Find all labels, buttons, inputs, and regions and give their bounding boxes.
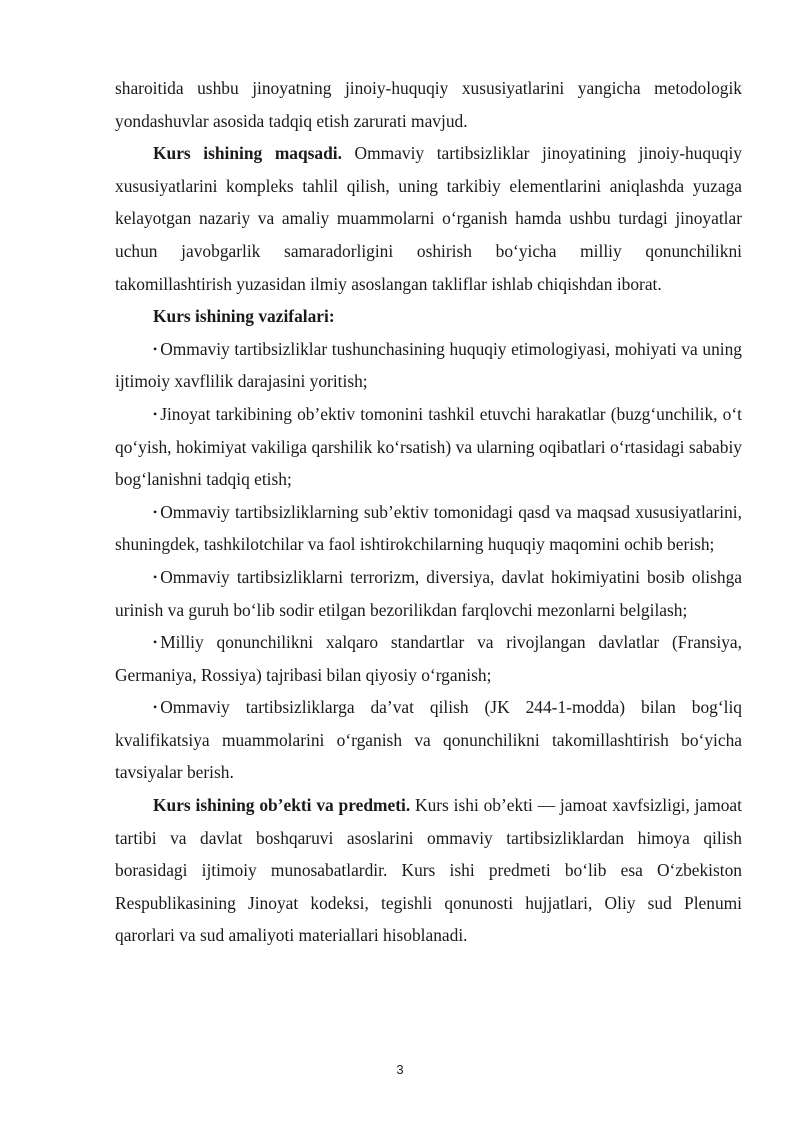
object-text: Kurs ishi ob’ekti — jamoat xavfsizligi, jamoat tartibi va davlat boshqaruvi asoslarini ommaviy tartibsizliklardan himoya qilish borasidagi ijtimoiy munosabatlardir. Kurs ishi predmeti bo‘lib esa O‘zbekiston Respublikasining Jinoyat kodeksi, tegishli qonunosti hujjatlari, Oliy sud Plenumi qarorlari va sud amaliyoti materiallari hisoblanadi. bbox=[115, 795, 742, 946]
goal-text: Ommaviy tartibsizliklar jinoyatining jinoiy-huquqiy xususiyatlarini kompleks tahlil qilish, uning tarkibiy elementlarini aniqlashda yuzaga kelayotgan nazariy va amaliy muammolarni o‘rganish hamda ushbu turdagi jinoyatlar uchun javobgarlik samaradorligini oshirish bo‘yicha milliy qonunchilikni takomillashtirish yuzasidan ilmiy asoslangan takliflar ishlab chiqishdan iborat. bbox=[115, 143, 742, 294]
bullet-icon: • bbox=[153, 504, 158, 519]
object-heading: Kurs ishining ob’ekti va predmeti. bbox=[153, 795, 411, 816]
task-item bbox=[115, 561, 742, 626]
task-item-text: Jinoyat tarkibining ob’ektiv tomonini tashkil etuvchi harakatlar (buzg‘unchilik, o‘t qo‘yish, hokimiyat vakiliga qarshilik ko‘rsatish) va ularning oqibatlari o‘rtasidagi sababiy bog‘lanishni tadqiq etish; bbox=[115, 403, 742, 490]
goal-paragraph bbox=[115, 137, 742, 300]
object-paragraph bbox=[115, 789, 742, 952]
task-item-text: Ommaviy tartibsizliklar tushunchasining huquqiy etimologiyasi, mohiyati va uning ijtimoiy xavflilik darajasini yoritish; bbox=[115, 338, 742, 392]
task-item-text: Ommaviy tartibsizliklarni terrorizm, diversiya, davlat hokimiyatini bosib olishga urinish va guruh bo‘lib sodir etilgan bezorilikdan farqlovchi mezonlarni belgilash; bbox=[115, 566, 742, 620]
tasks-heading: Kurs ishining vazifalari: bbox=[153, 306, 335, 327]
bullet-icon: • bbox=[153, 406, 158, 421]
bullet-icon: • bbox=[153, 569, 158, 584]
task-item bbox=[115, 626, 742, 691]
task-item bbox=[115, 691, 742, 789]
bullet-icon: • bbox=[153, 700, 158, 715]
document-page bbox=[115, 72, 742, 952]
task-item-text: Ommaviy tartibsizliklarning sub’ektiv tomonidagi qasd va maqsad xususiyatlarini, shuningdek, tashkilotchilar va faol ishtirokchilarning huquqiy maqomini ochib berish; bbox=[115, 501, 742, 555]
task-item-text: Milliy qonunchilikni xalqaro standartlar va rivojlangan davlatlar (Fransiya, Germaniya, Rossiya) tajribasi bilan qiyosiy o‘rganish; bbox=[115, 632, 742, 685]
task-item bbox=[115, 333, 742, 398]
page-number: 3 bbox=[396, 1062, 404, 1077]
intro-paragraph: sharoitida ushbu jinoyatning jinoiy-huquqiy xususiyatlarini yangicha metodologik yondashuvlar asosida tadqiq etish zarurati mavjud. bbox=[115, 78, 742, 131]
task-item bbox=[115, 496, 742, 561]
goal-heading: Kurs ishining maqsadi. bbox=[153, 143, 342, 164]
task-item bbox=[115, 398, 742, 496]
bullet-icon: • bbox=[153, 635, 158, 650]
task-item-text: Ommaviy tartibsizliklarga da’vat qilish (JK 244-1-modda) bilan bog‘liq kvalifikatsiya muammolarini o‘rganish va qonunchilikni takomillashtirish bo‘yicha tavsiyalar berish. bbox=[115, 697, 742, 783]
bullet-icon: • bbox=[153, 341, 158, 356]
